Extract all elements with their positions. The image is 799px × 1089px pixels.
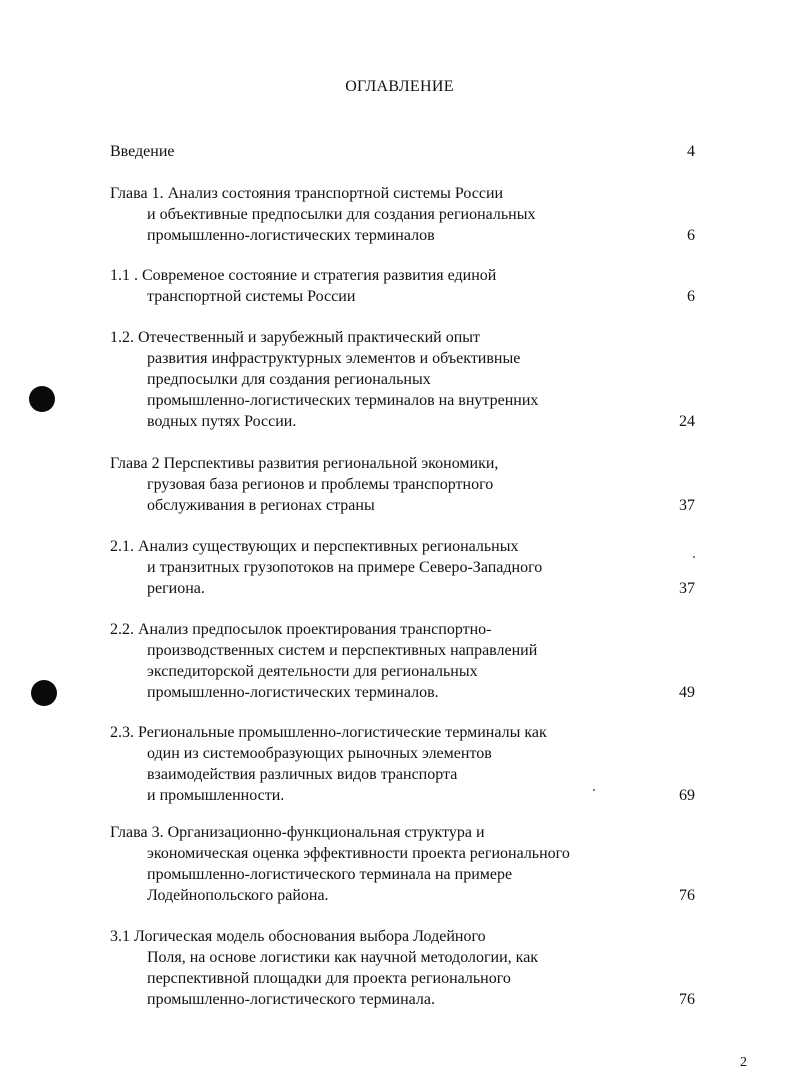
toc-entry-line: Глава 3. Организационно-функциональная структура и bbox=[110, 824, 485, 841]
toc-entry-line: один из системообразующих рыночных элементов bbox=[147, 745, 492, 762]
toc-page-number: 6 bbox=[687, 288, 695, 305]
toc-entry-line: региона. bbox=[147, 580, 205, 597]
toc-entry-line: промышленно-логистических терминалов. bbox=[147, 684, 439, 701]
punch-hole bbox=[31, 680, 57, 706]
toc-entry-line: Глава 1. Анализ состояния транспортной системы России bbox=[110, 185, 504, 202]
toc-entry-line: производственных систем и перспективных направлений bbox=[147, 642, 538, 659]
toc-entry-line: водных путях России. bbox=[147, 413, 297, 430]
toc-entry-line: обслуживания в регионах страны bbox=[147, 497, 375, 514]
toc-entry-line: и объективные предпосылки для создания региональных bbox=[147, 206, 536, 223]
toc-entry-line: перспективной площадки для проекта регионального bbox=[147, 970, 511, 987]
toc-page-number: 6 bbox=[687, 227, 695, 244]
toc-entry-line: Лодейнопольского района. bbox=[147, 887, 329, 904]
toc-page-number: 37 bbox=[679, 497, 695, 514]
toc-entry-line: и промышленности. bbox=[147, 787, 285, 804]
toc-page-number: 69 bbox=[679, 787, 695, 804]
toc-entry-line: Поля, на основе логистики как научной методологии, как bbox=[147, 949, 539, 966]
toc-entry-line: экспедиторской деятельности для региональных bbox=[147, 663, 478, 680]
toc-page-number: 37 bbox=[679, 580, 695, 597]
toc-page-number: 4 bbox=[687, 143, 695, 160]
toc-entry-line: предпосылки для создания региональных bbox=[147, 371, 431, 388]
punch-hole bbox=[29, 386, 55, 412]
toc-entry-line: промышленно-логистического терминала. bbox=[147, 991, 435, 1008]
toc-page-number: 24 bbox=[679, 413, 695, 430]
toc-entry-line: промышленно-логистических терминалов на внутренних bbox=[147, 392, 539, 409]
toc-entry-line: грузовая база регионов и проблемы транспортного bbox=[147, 476, 494, 493]
toc-entry-line: 3.1 Логическая модель обоснования выбора Лодейного bbox=[110, 928, 486, 945]
toc-page-number: 76 bbox=[679, 991, 695, 1008]
toc-entry-line: и транзитных грузопотоков на примере Северо-Западного bbox=[147, 559, 543, 576]
toc-entry-line: Глава 2 Перспективы развития региональной экономики, bbox=[110, 455, 499, 472]
toc-entry-line: Введение bbox=[110, 143, 175, 160]
toc-entry-line: развития инфраструктурных элементов и объективные bbox=[147, 350, 521, 367]
toc-entry-line: взаимодействия различных видов транспорта bbox=[147, 766, 458, 783]
toc-page-number: 76 bbox=[679, 887, 695, 904]
toc-entry-line: 2.3. Региональные промышленно-логистические терминалы как bbox=[110, 724, 547, 741]
toc-entry-line: транспортной системы России bbox=[147, 288, 356, 305]
toc-entry-line: экономическая оценка эффективности проекта регионального bbox=[147, 845, 570, 862]
toc-entry-line: 2.1. Анализ существующих и перспективных региональных bbox=[110, 538, 519, 555]
toc-entry-line: 1.1 . Современое состояние и стратегия развития единой bbox=[110, 267, 497, 284]
scan-speck bbox=[693, 556, 695, 558]
toc-entry-line: промышленно-логистического терминала на примере bbox=[147, 866, 513, 883]
footer-page-number: 2 bbox=[740, 1055, 747, 1070]
toc-page-number: 49 bbox=[679, 684, 695, 701]
toc-entry-line: промышленно-логистических терминалов bbox=[147, 227, 435, 244]
scan-speck bbox=[593, 789, 595, 791]
toc-entry-line: 1.2. Отечественный и зарубежный практический опыт bbox=[110, 329, 481, 346]
toc-entry-line: 2.2. Анализ предпосылок проектирования транспортно- bbox=[110, 621, 492, 638]
page-title: ОГЛАВЛЕНИЕ bbox=[345, 78, 454, 95]
